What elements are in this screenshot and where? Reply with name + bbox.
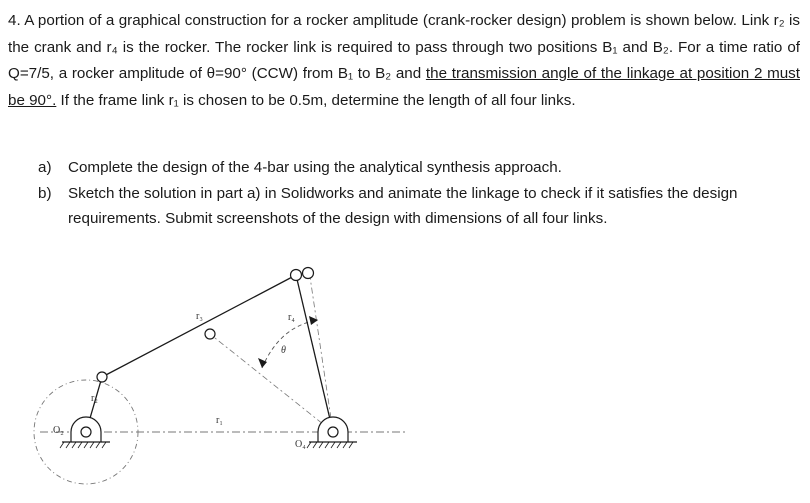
label-o4: O₄ [295,439,306,450]
construction-line-vertical [309,270,333,432]
label-r4: r₄ [288,312,295,323]
problem-intro: 4. A portion of a graphical construction for a rocker amplitude (crank-rocker design) problem is shown below. Link r₂ is the crank and r₄ is the rocker. The rocker link is required to pass through two positions B₁ and B₂. For a time ratio of Q=7/5, a rocker amplitude of θ=90° (CCW) from B₁ to B₂ and [8,12,800,82]
ground-pivot-o2 [60,417,110,448]
theta-arrow-tail [309,316,318,325]
ground-pivot-o4 [307,417,357,448]
label-o2: O₂ [53,425,64,436]
task-text-b: Sketch the solution in part a) in Solidworks and animate the linkage to check if it satisfies the design requirements. Submit screenshots of the design with dimensions of all four links. [68,184,738,227]
link-r3 [102,275,296,377]
problem-underlined-requirement: the transmission angle of the linkage at position 2 must be 90°. [8,65,800,109]
construction-point [205,329,215,339]
label-theta: θ [281,345,286,356]
link-r4 [296,275,333,432]
problem-outro: If the frame link r₁ is chosen to be 0.5m, determine the length of all four links. [56,91,576,109]
joint-a [97,372,107,382]
construction-line-diagonal [210,334,333,432]
label-r1: r₁ [216,415,223,426]
label-r2: r₂ [91,393,98,404]
task-text-a: Complete the design of the 4-bar using the analytical synthesis approach. [68,159,562,176]
theta-arc [262,320,318,368]
task-marker-b: b) [38,184,52,202]
label-r3: r₃ [196,311,203,322]
joint-b1 [291,270,302,281]
task-marker-a: a) [38,159,52,176]
joint-b2 [303,268,314,279]
